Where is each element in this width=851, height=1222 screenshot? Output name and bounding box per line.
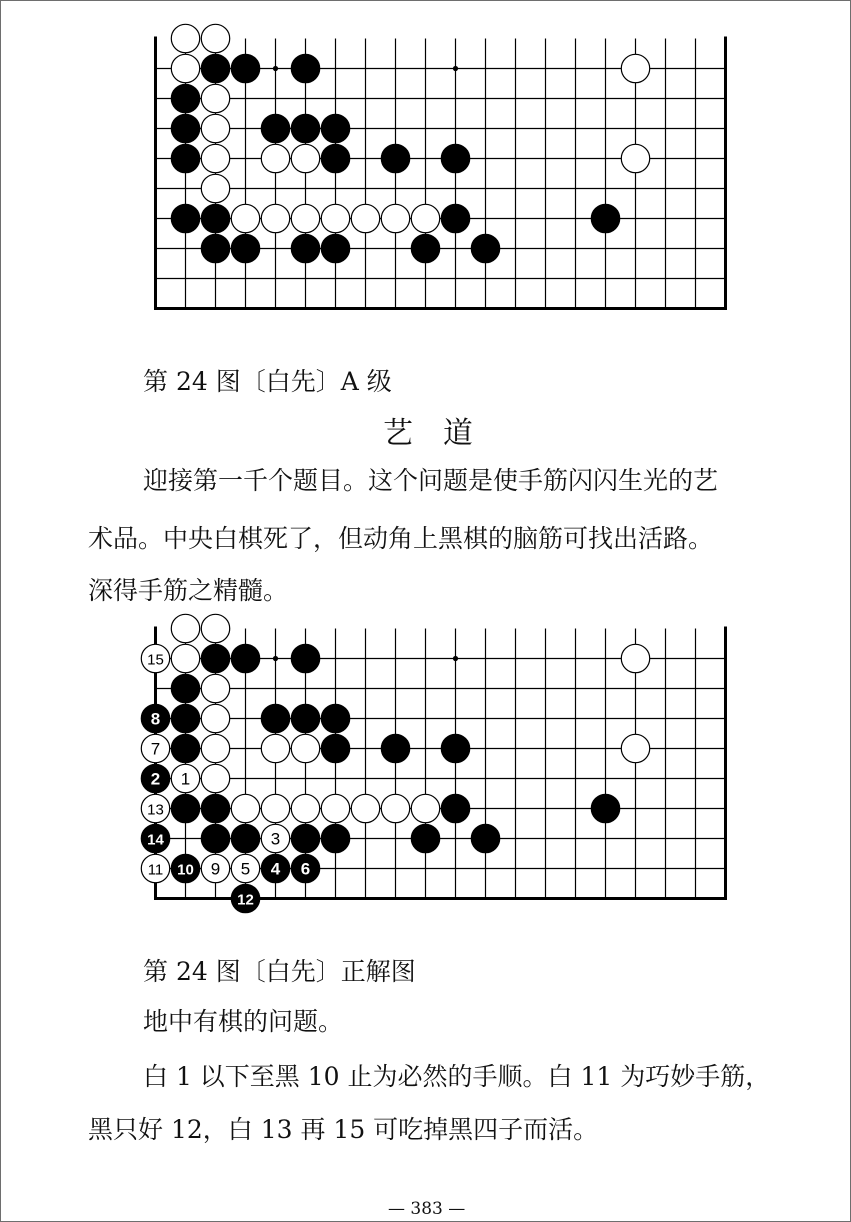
black-stone (441, 794, 469, 822)
move-number: 13 (147, 801, 164, 819)
white-stone (231, 794, 259, 822)
black-stone (471, 234, 499, 262)
move-number: 8 (150, 709, 161, 729)
white-stone (411, 204, 439, 232)
black-stone (411, 824, 439, 852)
white-stone (321, 204, 349, 232)
white-stone (201, 704, 229, 732)
white-stone (171, 54, 199, 82)
white-stone (201, 144, 229, 172)
paragraph-line: 迎接第一千个题目。这个问题是使手筋闪闪生光的艺 (143, 466, 719, 495)
move-number: 9 (210, 859, 221, 879)
black-stone (171, 84, 199, 112)
white-stone (201, 734, 229, 762)
black-stone (231, 54, 259, 82)
black-stone (171, 734, 199, 762)
white-stone (171, 614, 199, 642)
black-stone (201, 824, 229, 852)
move-number: 14 (147, 831, 164, 849)
move-number: 10 (177, 861, 194, 879)
white-stone (381, 794, 409, 822)
white-stone (171, 24, 199, 52)
white-stone (171, 644, 199, 672)
figure-caption-solution: 第 24 图〔白先〕正解图 (143, 957, 416, 986)
paragraph-line: 术品。中央白棋死了，但动角上黑棋的脑筋可找出活路。 (88, 524, 714, 553)
black-stone (171, 704, 199, 732)
black-stone (171, 674, 199, 702)
move-number: 15 (147, 651, 164, 669)
move-number: 5 (240, 859, 251, 879)
section-heading: 艺道 (383, 416, 503, 451)
white-stone (621, 144, 649, 172)
star-point (273, 66, 278, 71)
move-number: 12 (237, 891, 254, 909)
white-stone (291, 734, 319, 762)
black-stone (411, 234, 439, 262)
move-number: 11 (147, 861, 164, 879)
black-stone (201, 204, 229, 232)
white-stone (201, 764, 229, 792)
black-stone (231, 234, 259, 262)
paragraph-line: 地中有棋的问题。 (143, 1007, 344, 1036)
black-stone (381, 734, 409, 762)
white-stone (621, 644, 649, 672)
white-stone (381, 204, 409, 232)
black-stone (261, 114, 289, 142)
black-stone (321, 114, 349, 142)
white-stone (201, 674, 229, 702)
black-stone (291, 704, 319, 732)
black-stone (231, 824, 259, 852)
star-point (273, 656, 278, 661)
paragraph-line: 黑只好 12，白 13 再 15 可吃掉黑四子而活。 (88, 1115, 599, 1144)
white-stone (261, 144, 289, 172)
black-stone (171, 114, 199, 142)
white-stone (411, 794, 439, 822)
white-stone (201, 84, 229, 112)
star-point (453, 66, 458, 71)
black-stone (291, 234, 319, 262)
black-stone (321, 704, 349, 732)
black-stone (201, 644, 229, 672)
paragraph-line: 白 1 以下至黑 10 止为必然的手顺。白 11 为巧妙手筋， (143, 1062, 771, 1091)
figure-caption-problem: 第 24 图〔白先〕A 级 (143, 367, 392, 396)
white-stone (261, 734, 289, 762)
black-stone (201, 234, 229, 262)
white-stone (351, 794, 379, 822)
move-number: 3 (270, 829, 281, 849)
black-stone (231, 644, 259, 672)
star-point (453, 656, 458, 661)
black-stone (321, 234, 349, 262)
white-stone (201, 114, 229, 142)
white-stone (321, 794, 349, 822)
black-stone (201, 794, 229, 822)
black-stone (171, 204, 199, 232)
black-stone (261, 704, 289, 732)
black-stone (321, 824, 349, 852)
go-board-problem (140, 30, 710, 330)
black-stone (291, 824, 319, 852)
black-stone (291, 54, 319, 82)
black-stone (471, 824, 499, 852)
black-stone (441, 144, 469, 172)
black-stone (591, 794, 619, 822)
white-stone (291, 204, 319, 232)
black-stone (321, 144, 349, 172)
black-stone (591, 204, 619, 232)
white-stone (201, 614, 229, 642)
page-number: — 383 — (388, 1199, 466, 1219)
move-number: 7 (150, 739, 161, 759)
white-stone (231, 204, 259, 232)
black-stone (441, 734, 469, 762)
black-stone (321, 734, 349, 762)
white-stone (291, 144, 319, 172)
black-stone (441, 204, 469, 232)
black-stone (171, 794, 199, 822)
white-stone (261, 204, 289, 232)
white-stone (351, 204, 379, 232)
move-number: 2 (150, 769, 161, 789)
white-stone (261, 794, 289, 822)
move-number: 1 (180, 769, 191, 789)
black-stone (201, 54, 229, 82)
black-stone (291, 644, 319, 672)
white-stone (621, 734, 649, 762)
move-number: 6 (300, 859, 311, 879)
white-stone (621, 54, 649, 82)
black-stone (291, 114, 319, 142)
black-stone (171, 144, 199, 172)
white-stone (201, 174, 229, 202)
paragraph-line: 深得手筋之精髓。 (88, 576, 289, 605)
go-board-solution (140, 620, 710, 930)
white-stone (201, 24, 229, 52)
move-number: 4 (270, 859, 281, 879)
white-stone (291, 794, 319, 822)
black-stone (381, 144, 409, 172)
